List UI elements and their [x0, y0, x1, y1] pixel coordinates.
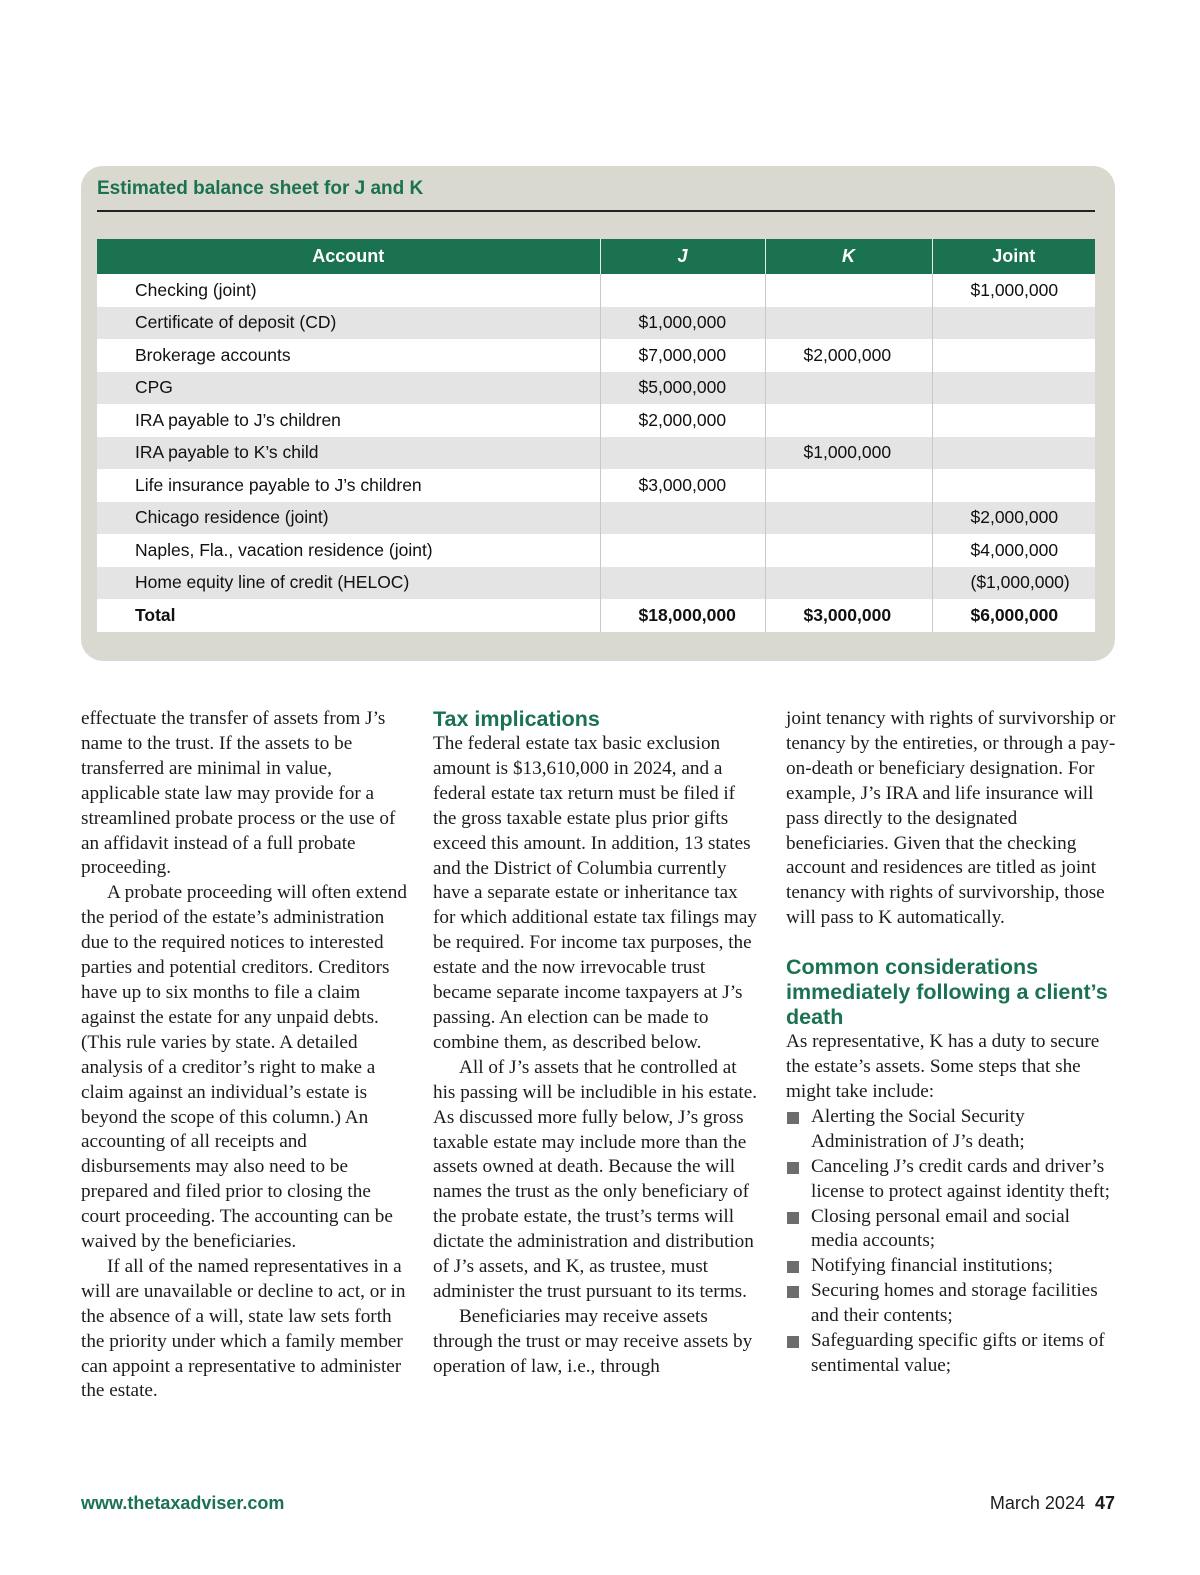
list-item: Canceling J’s credit cards and driver’s license to protect against identity theft; — [786, 1155, 1116, 1205]
paragraph: joint tenancy with rights of survivorship or tenancy by the entireties, or through a pay-on-death or beneficiary designation. For example, J’s IRA and life insurance will pass directly to the designated beneficiaries. Given that the checking account and residences are titled as joint tenancy with rights of survivorship, those will pass to K automatically. — [786, 708, 1116, 929]
j-value-cell — [600, 534, 765, 567]
list-item: Alerting the Social Security Administration of J’s death; — [786, 1105, 1116, 1155]
table-row — [97, 372, 1095, 405]
paragraph: effectuate the transfer of assets from J’s name to the trust. If the assets to be transferred are minimal in value, applicable state law may provide for a streamlined probate process or the use of an affidavit instead of a full probate proceeding. — [81, 708, 396, 879]
square-bullet-icon — [787, 1112, 799, 1124]
k-value-cell: $3,000,000 — [765, 599, 932, 632]
list-item: Safeguarding specific gifts or items of sentimental value; — [786, 1329, 1116, 1379]
k-value-cell — [765, 404, 932, 437]
table-row — [97, 274, 1095, 307]
body-column-3 — [786, 707, 1116, 1379]
table-row — [97, 339, 1095, 372]
account-cell: Home equity line of credit (HELOC) — [97, 567, 600, 600]
account-cell: Checking (joint) — [97, 274, 600, 307]
table-row — [97, 307, 1095, 340]
joint-value-cell: $1,000,000 — [932, 274, 1095, 307]
joint-value-cell — [932, 469, 1095, 502]
joint-value-cell: ($1,000,000) — [932, 567, 1095, 600]
table-header-row — [97, 239, 1095, 274]
joint-value-cell — [932, 339, 1095, 372]
square-bullet-icon — [787, 1162, 799, 1174]
joint-value-cell: $2,000,000 — [932, 502, 1095, 535]
j-value-cell — [600, 437, 765, 470]
body-column-2 — [433, 707, 763, 1380]
paragraph: As representative, K has a duty to secure the estate’s assets. Some steps that she might take include: — [786, 1031, 1100, 1102]
paragraph: All of J’s assets that he controlled at his passing will be includible in his estate. As discussed more fully below, J’s gross taxable estate may include more than the assets owned at death. Because the will names the trust as the only beneficiary of the probate estate, the trust’s terms will dictate the administration and distribution of J’s assets, and K, as trustee, must administer the trust pursuant to its terms. — [433, 1056, 758, 1302]
k-value-cell — [765, 372, 932, 405]
joint-value-cell — [932, 404, 1095, 437]
square-bullet-icon — [787, 1212, 799, 1224]
header-joint: Joint — [932, 239, 1095, 274]
section-heading-common-considerations: Common considerations immediately following a client’s death — [786, 955, 1108, 1030]
header-account: Account — [97, 239, 600, 274]
j-value-cell: $5,000,000 — [600, 372, 765, 405]
square-bullet-icon — [787, 1336, 799, 1348]
title-divider — [97, 210, 1095, 212]
account-cell: Life insurance payable to J’s children — [97, 469, 600, 502]
table-row — [97, 534, 1095, 567]
j-value-cell: $1,000,000 — [600, 307, 765, 340]
k-value-cell: $2,000,000 — [765, 339, 932, 372]
k-value-cell: $1,000,000 — [765, 437, 932, 470]
list-item: Securing homes and storage facilities and their contents; — [786, 1279, 1116, 1329]
k-value-cell — [765, 502, 932, 535]
j-value-cell: $3,000,000 — [600, 469, 765, 502]
j-value-cell: $2,000,000 — [600, 404, 765, 437]
joint-value-cell — [932, 372, 1095, 405]
section-heading-tax-implications: Tax implications — [433, 707, 600, 731]
table-row — [97, 469, 1095, 502]
footer-website-link[interactable]: www.thetaxadviser.com — [81, 1493, 285, 1513]
steps-list — [786, 1105, 1116, 1379]
account-cell: IRA payable to K’s child — [97, 437, 600, 470]
joint-value-cell — [932, 437, 1095, 470]
j-value-cell — [600, 502, 765, 535]
paragraph: Beneficiaries may receive assets through the trust or may receive assets by operation of law, i.e., through — [433, 1305, 753, 1377]
paragraph: A probate proceeding will often extend the period of the estate’s administration due to the required notices to interested parties and potential creditors. Creditors have up to six months to file a claim against the estate for any unpaid debts. (This rule varies by state. A detailed analysis of a creditor’s right to make a claim against an individual’s estate is beyond the scope of this column.) An accounting of all receipts and disbursements may also need to be prepared and filed prior to closing the court proceeding. The accounting can be waived by the beneficiaries. — [81, 882, 407, 1253]
square-bullet-icon — [787, 1261, 799, 1273]
paragraph: The federal estate tax basic exclusion amount is $13,610,000 in 2024, and a federal estate tax return must be filed if the gross taxable estate plus prior gifts exceed this amount. In addition, 13 states and the District of Columbia currently have a separate estate or inheritance tax for which additional estate tax filings may be required. For income tax purposes, the estate and the now irrevocable trust became separate income taxpayers at J’s passing. An election can be made to combine them, as described below. — [433, 733, 757, 1053]
table-row — [97, 502, 1095, 535]
footer-issue-info — [990, 1493, 1115, 1514]
table-row — [97, 437, 1095, 470]
k-value-cell — [765, 534, 932, 567]
paragraph: If all of the named representatives in a will are unavailable or decline to act, or in the absence of a will, state law sets forth the priority under which a family member can appoint a representative to administer the estate. — [81, 1255, 406, 1402]
table-row — [97, 567, 1095, 600]
issue-date: March 2024 — [989, 1493, 1085, 1513]
list-item: Closing personal email and social media accounts; — [786, 1205, 1116, 1255]
total-label: Total — [97, 599, 600, 632]
joint-value-cell: $4,000,000 — [932, 534, 1095, 567]
page-number: 47 — [1094, 1493, 1115, 1513]
account-cell: Naples, Fla., vacation residence (joint) — [97, 534, 600, 567]
k-value-cell — [765, 567, 932, 600]
joint-value-cell — [932, 307, 1095, 340]
account-cell: CPG — [97, 372, 600, 405]
j-value-cell — [600, 274, 765, 307]
balance-sheet-table — [97, 239, 1095, 632]
account-cell: Chicago residence (joint) — [97, 502, 600, 535]
balance-sheet-title: Estimated balance sheet for J and K — [97, 178, 424, 199]
total-row — [97, 599, 1095, 632]
k-value-cell — [765, 274, 932, 307]
account-cell: Brokerage accounts — [97, 339, 600, 372]
j-value-cell: $18,000,000 — [600, 599, 765, 632]
header-j: J — [600, 239, 765, 274]
j-value-cell: $7,000,000 — [600, 339, 765, 372]
header-k: K — [765, 239, 932, 274]
joint-value-cell: $6,000,000 — [932, 599, 1095, 632]
k-value-cell — [765, 469, 932, 502]
table-row — [97, 404, 1095, 437]
account-cell: Certificate of deposit (CD) — [97, 307, 600, 340]
list-item: Notifying financial institutions; — [786, 1254, 1116, 1279]
balance-sheet-box — [81, 166, 1115, 661]
account-cell: IRA payable to J’s children — [97, 404, 600, 437]
body-column-1 — [81, 707, 411, 1404]
square-bullet-icon — [787, 1286, 799, 1298]
k-value-cell — [765, 307, 932, 340]
table-body — [97, 274, 1095, 632]
j-value-cell — [600, 567, 765, 600]
